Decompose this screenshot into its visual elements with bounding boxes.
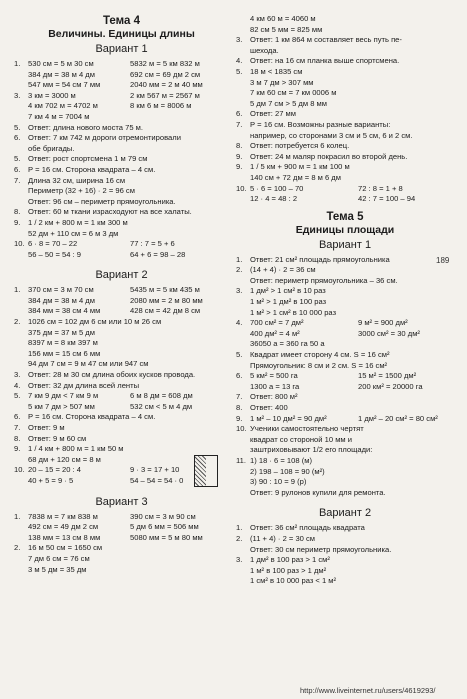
answer-line	[14, 328, 229, 339]
task-number: 3.	[236, 35, 243, 45]
answer-text: 7 дм 6 см = 76 см	[28, 553, 90, 563]
left-v3-answers	[14, 512, 229, 576]
answer-line	[14, 554, 229, 565]
topic-title: Тема 4	[102, 15, 141, 27]
answer-text: Ответ: длина нового моста 75 м.	[28, 122, 144, 132]
answer-line	[236, 456, 454, 467]
answer-text: Ответ: 32 дм длина всей ленты	[28, 380, 140, 390]
answer-line	[236, 382, 454, 393]
left-column	[14, 0, 229, 575]
answer-text: 7 км 4 м = 7004 м	[28, 111, 90, 121]
answer-line	[14, 522, 229, 533]
answer-text: Ответ: 9 м	[28, 423, 65, 432]
answer-line	[236, 424, 454, 435]
variant-heading: Вариант 1	[318, 238, 372, 251]
answer-line	[14, 533, 229, 544]
answer-text: Ответ: 800 м²	[250, 392, 298, 402]
answer-text: 8397 м = 8 км 397 м	[28, 338, 98, 348]
answer-text: 3 м 5 дм = 35 дм	[28, 564, 87, 574]
answer-line	[236, 339, 454, 350]
answer-line	[14, 80, 229, 91]
answer-text: Ответ: 21 см² площадь прямоугольника	[250, 254, 390, 264]
answer-text-second: 5832 м = 5 км 832 м	[130, 59, 200, 68]
answer-text: 384 мм = 38 см 4 мм	[28, 306, 101, 316]
task-number: 8.	[14, 433, 21, 443]
answer-text: 5 дм 7 см > 5 дм 8 мм	[250, 98, 327, 108]
right-column	[236, 0, 454, 587]
answer-line	[236, 141, 454, 152]
task-number: 1.	[14, 59, 21, 68]
answer-line	[236, 120, 454, 131]
answer-text-second: 2080 мм = 2 м 80 мм	[130, 295, 203, 305]
answer-line	[236, 308, 454, 319]
answer-line	[14, 154, 229, 165]
answer-line	[14, 391, 229, 402]
answer-line	[14, 91, 229, 102]
task-number: 6.	[14, 412, 21, 422]
answer-text-second: 54 – 54 = 54 · 0	[130, 475, 184, 485]
answer-text: 16 м 50 см = 1650 см	[28, 543, 103, 553]
task-number: 9.	[14, 217, 21, 227]
answer-line	[236, 255, 454, 266]
answer-text: 1 м² – 10 дм² = 90 дм²	[250, 413, 327, 423]
answer-line	[236, 99, 454, 110]
answer-text: 68 дм + 120 см = 8 м	[28, 454, 101, 464]
answer-text: 1 / 5 км + 900 м = 1 км 100 м	[250, 162, 350, 172]
answer-line	[236, 297, 454, 308]
answer-text: Ответ: рост спортсмена 1 м 79 см	[28, 154, 148, 164]
answer-line	[14, 565, 229, 576]
task-number: 5.	[236, 66, 243, 76]
answer-text: 156 мм = 15 см 6 мм	[28, 348, 101, 358]
task-number: 3.	[14, 90, 21, 100]
answer-text: 3) 90 : 10 = 9 (р)	[250, 477, 307, 487]
variant-heading: Вариант 1	[95, 43, 148, 55]
task-number: 7.	[14, 423, 21, 432]
answer-line	[236, 566, 454, 577]
answer-text: 700 см² = 7 дм²	[250, 318, 304, 328]
task-number: 5.	[14, 391, 21, 401]
answer-text: 1 м² > 1 дм² в 100 раз	[250, 297, 327, 307]
variant-heading: Вариант 2	[318, 507, 372, 520]
answer-text: Ответ: 28 м 30 см длина обоих кусков провода.	[28, 370, 196, 380]
answer-line	[236, 286, 454, 297]
answer-text: 384 дм = 38 м 4 дм	[28, 295, 95, 305]
answer-line	[14, 402, 229, 413]
task-number: 6.	[14, 133, 21, 143]
answer-text: 20 – 15 = 20 : 4	[28, 465, 81, 475]
answer-line	[236, 477, 454, 488]
footer-url: http://www.liveinternet.ru/users/4619293/	[300, 686, 436, 695]
answer-text-second: 9 м² = 900 дм²	[358, 318, 408, 328]
answer-text-second: 5 дм 6 мм = 506 мм	[130, 522, 199, 532]
answer-text: 1 / 2 км + 800 м = 1 км 300 м	[28, 217, 128, 227]
answer-text: Ответ: 24 м маляр покрасил во второй день.	[250, 151, 408, 161]
task-number: 9.	[236, 151, 243, 161]
answer-text: заштриховывают 1/2 его площади:	[250, 445, 373, 455]
answer-text: 12 · 4 = 48 : 2	[250, 194, 298, 204]
answer-text: 1300 а = 13 га	[250, 381, 300, 391]
answer-text: Ответ: 9 м 60 см	[28, 433, 87, 443]
answer-text-second: 200 км² = 20000 га	[358, 381, 423, 391]
answer-text-second: 72 : 8 = 1 + 8	[358, 183, 403, 193]
answer-text: Ответ: периметр прямоугольника – 36 см.	[250, 275, 398, 285]
answer-line	[236, 350, 454, 361]
task-number: 4.	[236, 56, 243, 66]
task-number: 6.	[14, 164, 21, 174]
answer-text: Квадрат имеет сторону 4 см. S = 16 см²	[250, 350, 390, 360]
answer-text: Периметр (32 + 16) · 2 = 96 см	[28, 186, 135, 196]
answer-line	[236, 403, 454, 414]
answer-text-second: 64 + 6 = 98 – 28	[130, 249, 186, 259]
answer-text: 5 км 7 дм > 507 мм	[28, 401, 95, 411]
answer-text: 375 дм = 37 м 5 дм	[28, 327, 95, 337]
answer-line	[14, 412, 229, 423]
answer-line	[14, 59, 229, 70]
answer-text: Ответ: 60 м ткани израсходуют на все халаты.	[28, 207, 192, 217]
answer-line	[236, 276, 454, 287]
answer-text: Ответ: 27 мм	[250, 109, 296, 119]
answer-line	[14, 349, 229, 360]
answer-line	[14, 381, 229, 392]
task-number: 10.	[14, 465, 25, 475]
answer-text-second: 77 : 7 = 5 + 6	[130, 239, 175, 249]
task-number: 2.	[14, 317, 21, 327]
answer-text: 7 км 60 см = 7 км 0006 м	[250, 88, 337, 98]
task-number: 10.	[236, 183, 247, 193]
answer-text: 1 м² > 1 см² в 10 000 раз	[250, 307, 337, 317]
answer-line	[236, 162, 454, 173]
left-v1-answers	[14, 59, 229, 260]
answer-text: квадрат со стороной 10 мм и	[250, 434, 352, 444]
task-number: 7.	[236, 119, 243, 129]
answer-line	[236, 371, 454, 382]
variant-heading: Вариант 3	[95, 495, 148, 508]
answer-text: 1) 18 · 6 = 108 (м)	[250, 455, 312, 465]
answer-line	[236, 435, 454, 446]
answer-text-second: 3000 см² = 30 дм²	[358, 328, 420, 338]
answer-text: Ответ: потребуется 6 колец.	[250, 141, 350, 151]
answer-text: 1026 см = 102 дм 6 см или 10 м 26 см	[28, 317, 162, 327]
right-v2-answers	[236, 523, 454, 587]
answer-line	[236, 88, 454, 99]
answer-text: 4 км 60 м = 4060 м	[250, 14, 316, 23]
page-number: 189	[436, 256, 450, 265]
half-shaded-square-diagram	[194, 455, 218, 487]
answer-text: например, со сторонами 3 см и 5 см, 6 и 2 см.	[250, 130, 413, 140]
answer-text: 4 км 702 м = 4702 м	[28, 101, 98, 111]
answer-line	[236, 534, 454, 545]
answer-text-second: 5080 мм = 5 м 80 мм	[130, 532, 203, 542]
answer-line	[236, 576, 454, 587]
answer-text: 547 мм = 54 см 7 мм	[28, 80, 101, 90]
task-number: 1.	[236, 254, 243, 264]
task-number: 10.	[14, 239, 25, 249]
task-number: 8.	[236, 403, 243, 412]
answer-line	[236, 35, 454, 46]
answer-text: 530 см = 5 м 30 см	[28, 59, 94, 68]
task-number: 8.	[236, 141, 243, 151]
answer-text: 3 м 7 дм > 307 мм	[250, 77, 314, 87]
answer-line	[14, 133, 229, 144]
answer-text: Ответ: 7 км 742 м дороги отремонтировали	[28, 133, 181, 143]
answer-text: Ответ: на 16 см планка выше спортсмена.	[250, 56, 400, 66]
topic-subtitle: Величины. Единицы длины	[48, 28, 195, 40]
answer-line	[236, 109, 454, 120]
task-number: 7.	[14, 175, 21, 185]
answer-text: 1 дм² в 100 раз > 1 см²	[250, 555, 330, 565]
answer-text: Ответ: 1 км 864 м составляет весь путь пе-	[250, 35, 402, 45]
task-number: 1.	[14, 511, 21, 521]
answer-line	[14, 434, 229, 445]
answer-line	[14, 218, 229, 229]
answer-text-second: 42 : 7 = 100 – 94	[358, 194, 416, 204]
answer-line	[236, 46, 454, 57]
answer-text: 400 дм² = 4 м²	[250, 328, 300, 338]
right-top-answers	[236, 14, 454, 205]
answer-line	[14, 543, 229, 554]
answer-line	[14, 423, 229, 434]
answer-text-second: 428 см = 42 дм 8 см	[130, 306, 201, 316]
answer-text: 36050 а = 360 га 50 а	[250, 339, 325, 349]
task-number: 1.	[14, 285, 21, 295]
answer-line	[236, 265, 454, 276]
answer-line	[236, 545, 454, 556]
answer-line	[236, 467, 454, 478]
answer-text: 5 км² = 500 га	[250, 371, 298, 381]
answer-line	[236, 194, 454, 205]
task-number: 2.	[14, 543, 21, 553]
answer-text: 384 дм = 38 м 4 дм	[28, 69, 95, 79]
answer-text: Р = 16 см. Возможны разные варианты:	[250, 119, 391, 129]
answer-line	[236, 445, 454, 456]
answer-text-second: 15 м² = 1500 дм²	[358, 371, 417, 381]
answer-text: 1 м² в 100 раз > 1 дм²	[250, 565, 327, 575]
task-number: 5.	[14, 154, 21, 164]
answer-text: обе бригады.	[28, 143, 75, 153]
answer-line	[236, 25, 454, 36]
task-number: 7.	[236, 392, 243, 402]
answer-line	[236, 173, 454, 184]
answer-text-second: 6 м 8 дм = 608 дм	[130, 391, 193, 401]
answer-text: 492 см = 49 дм 2 см	[28, 522, 99, 532]
answer-text: 82 см 5 мм = 825 мм	[250, 24, 323, 34]
answer-text: 140 см + 72 дм = 8 м 6 дм	[250, 172, 341, 182]
answer-text-second: 2040 мм = 2 м 40 мм	[130, 80, 203, 90]
answer-line	[14, 176, 229, 187]
task-number: 9.	[236, 162, 243, 172]
answer-text: Р = 16 см. Сторона квадрата – 4 см.	[28, 164, 156, 174]
answer-line	[14, 144, 229, 155]
task-number: 3.	[236, 286, 243, 296]
answer-line	[14, 306, 229, 317]
answer-line	[236, 361, 454, 372]
task-number: 6.	[236, 109, 243, 119]
answer-text: 18 м < 1835 см	[250, 66, 303, 76]
answer-line	[236, 414, 454, 425]
task-number: 4.	[236, 318, 243, 328]
answer-line	[236, 14, 454, 25]
answer-text: 1 дм² > 1 см² в 10 раз	[250, 286, 326, 296]
answer-text-second: 532 см < 5 м 4 дм	[130, 401, 193, 411]
task-number: 2.	[236, 265, 243, 275]
answer-text: 1 см² в 10 000 раз < 1 м²	[250, 576, 337, 586]
task-number: 9.	[236, 413, 243, 423]
answer-line	[14, 370, 229, 381]
answer-line	[236, 152, 454, 163]
task-number: 11.	[236, 455, 246, 465]
answer-text: 7838 м = 7 км 838 м	[28, 511, 98, 521]
answer-line	[236, 184, 454, 195]
answer-text: Ответ: 36 см² площадь квадрата	[250, 523, 365, 533]
answer-text: 138 мм = 13 см 8 мм	[28, 532, 101, 542]
answer-text-second: 692 см = 69 дм 2 см	[130, 69, 201, 79]
answer-text: (11 + 4) · 2 = 30 см	[250, 533, 316, 543]
task-number: 2.	[236, 533, 243, 543]
answer-text: 370 см = 3 м 70 см	[28, 285, 94, 295]
answer-text: 3 км = 3000 м	[28, 90, 76, 100]
task-number: 8.	[14, 207, 21, 217]
answer-line	[14, 317, 229, 328]
variant-heading: Вариант 2	[95, 269, 148, 282]
answer-text-second: 5435 м = 5 км 435 м	[130, 285, 200, 295]
answer-text: Ответ: 96 см – периметр прямоугольника.	[28, 196, 176, 206]
answer-text: Ответ: 9 рулонов купили для ремонта.	[250, 487, 386, 497]
answer-line	[14, 186, 229, 197]
answer-text: Ученики самостоятельно чертят	[250, 424, 364, 434]
answer-text: 40 + 5 = 9 · 5	[28, 475, 74, 485]
answer-text-second: 2 км 567 м = 2567 м	[130, 90, 200, 100]
answer-line	[236, 329, 454, 340]
answer-line	[14, 359, 229, 370]
answer-line	[14, 512, 229, 523]
answer-text: Ответ: 400	[250, 403, 288, 412]
right-v1-answers	[236, 255, 454, 499]
answer-text: 52 дм + 110 см = 6 м 3 дм	[28, 228, 119, 238]
answer-text-second: 1 дм² – 20 см² = 80 см²	[358, 413, 438, 423]
answer-text: 56 – 50 = 54 : 9	[28, 249, 81, 259]
answer-text-second: 9 · 3 = 17 + 10	[130, 465, 180, 475]
task-number: 5.	[236, 350, 243, 360]
answer-line	[236, 56, 454, 67]
answer-text: Длина 32 см, ширина 16 см	[28, 175, 126, 185]
answer-line	[236, 555, 454, 566]
task-number: 6.	[236, 371, 243, 381]
answer-text-second: 390 см = 3 м 90 см	[130, 511, 196, 521]
answer-line	[14, 70, 229, 81]
answer-text: Прямоугольник: 8 см и 2 см. S = 16 см²	[250, 360, 388, 370]
answer-line	[14, 123, 229, 134]
answer-line	[14, 112, 229, 123]
answer-line	[14, 165, 229, 176]
task-number: 9.	[14, 444, 21, 454]
answer-text: шехода.	[250, 45, 279, 55]
task-number: 1.	[236, 523, 243, 533]
answer-line	[236, 392, 454, 403]
answer-line	[14, 444, 229, 455]
answer-line	[236, 131, 454, 142]
topic-title: Тема 5	[326, 210, 364, 223]
answer-text: 6 · 8 = 70 – 22	[28, 239, 78, 249]
task-number: 5.	[14, 122, 21, 132]
answer-line	[14, 101, 229, 112]
answer-line	[14, 239, 229, 250]
answer-text: 7 км 9 дм < 7 км 9 м	[28, 391, 99, 401]
answer-line	[14, 296, 229, 307]
answer-text: Р = 16 см. Сторона квадрата – 4 см.	[28, 412, 156, 422]
answer-line	[14, 250, 229, 261]
answer-line	[14, 207, 229, 218]
answer-text: (14 + 4) · 2 = 36 см	[250, 265, 316, 275]
answer-text: Ответ: 30 см периметр прямоугольника.	[250, 544, 392, 554]
task-number: 3.	[14, 370, 21, 380]
answer-text: 94 дм 7 см = 9 м 47 см или 947 см	[28, 359, 149, 369]
answer-line	[14, 229, 229, 240]
answer-line	[236, 67, 454, 78]
answer-text-second: 8 км 6 м = 8006 м	[130, 101, 192, 111]
answer-line	[236, 488, 454, 499]
answer-text: 5 · 6 = 100 – 70	[250, 183, 304, 193]
answer-line	[236, 523, 454, 534]
task-number: 3.	[236, 555, 243, 565]
task-number: 4.	[14, 380, 21, 390]
answer-line	[236, 78, 454, 89]
answer-text: 2) 198 – 108 = 90 (м²)	[250, 466, 325, 476]
answer-text: 1 / 4 км + 800 м = 1 км 50 м	[28, 444, 124, 454]
topic-subtitle: Единицы площади	[295, 223, 395, 236]
answer-line	[14, 285, 229, 296]
answer-line	[236, 318, 454, 329]
answer-line	[14, 338, 229, 349]
task-number: 10.	[236, 424, 247, 434]
answer-line	[14, 197, 229, 208]
